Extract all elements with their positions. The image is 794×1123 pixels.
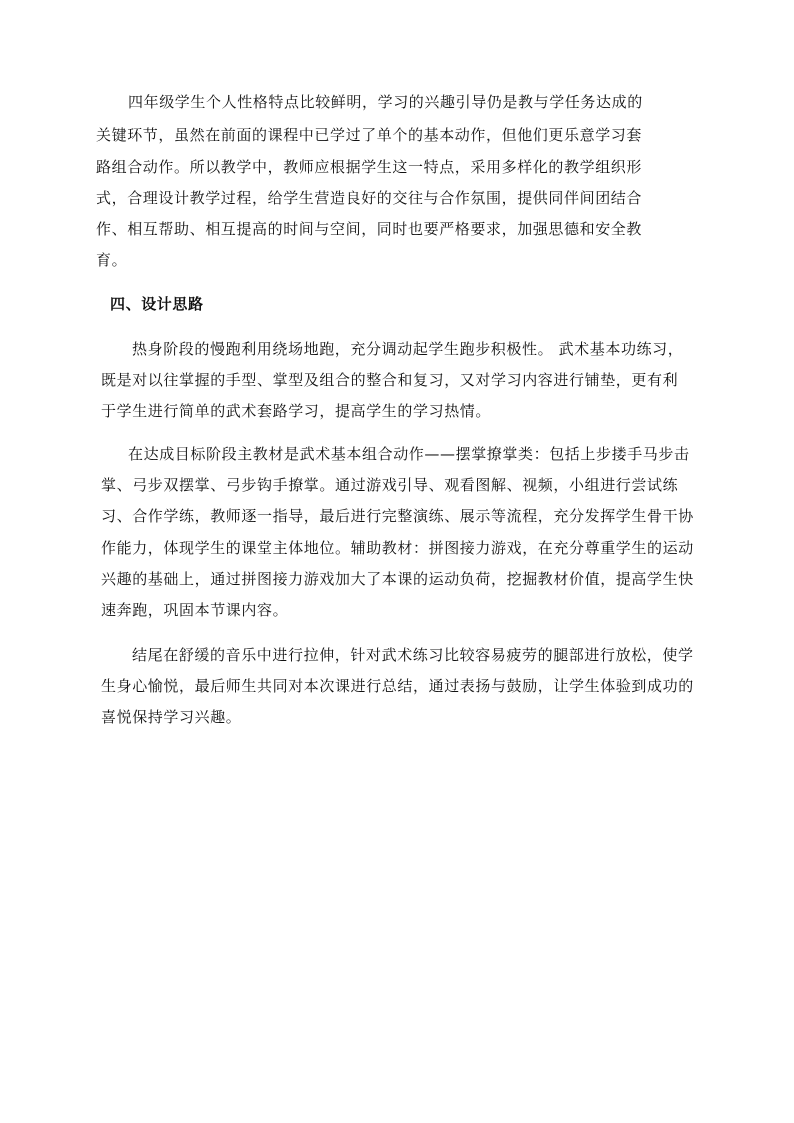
section-heading: 四、设计思路 <box>110 295 204 313</box>
text-line: 喜悦保持学习兴趣。 <box>101 708 242 726</box>
text-line: 作能力，体现学生的课堂主体地位。辅助教材：拼图接力游戏，在充分尊重学生的运动 <box>101 539 694 557</box>
text-line: 生身心愉悦，最后师生共同对本次课进行总结，通过表扬与鼓励，让学生体验到成功的 <box>101 677 694 695</box>
text-line: 热身阶段的慢跑利用绕场地跑，充分调动起学生跑步积极性。 武术基本功练习， <box>132 340 684 358</box>
text-line: 作、相互帮助、相互提高的时间与空间，同时也要严格要求，加强思德和安全教 <box>96 220 643 238</box>
text-line: 式，合理设计教学过程，给学生营造良好的交往与合作氛围，提供同伴间团结合 <box>96 189 643 207</box>
text-line: 结尾在舒缓的音乐中进行拉伸，针对武术练习比较容易疲劳的腿部进行放松，使学 <box>132 646 694 664</box>
text-line: 育。 <box>96 251 128 269</box>
text-line: 四年级学生个人性格特点比较鲜明，学习的兴趣引导仍是教与学任务达成的 <box>128 93 643 111</box>
text-line: 关键环节，虽然在前面的课程中已学过了单个的基本动作，但他们更乐意学习套 <box>96 126 643 144</box>
text-line: 掌、弓步双摆掌、弓步钩手撩掌。通过游戏引导、观看图解、视频，小组进行尝试练 <box>101 476 679 494</box>
text-line: 在达成目标阶段主教材是武术基本组合动作——摆掌撩掌类：包括上步搂手马步击 <box>128 445 690 463</box>
text-line: 路组合动作。所以教学中，教师应根据学生这一特点，采用多样化的教学组织形 <box>96 158 643 176</box>
text-line: 于学生进行简单的武术套路学习，提高学生的学习热情。 <box>101 402 492 420</box>
text-line: 习、合作学练，教师逐一指导，最后进行完整演练、展示等流程，充分发挥学生骨干协 <box>101 507 694 525</box>
text-line: 兴趣的基础上，通过拼图接力游戏加大了本课的运动负荷，挖掘教材价值，提高学生快 <box>101 570 694 588</box>
text-line: 既是对以往掌握的手型、掌型及组合的整合和复习，又对学习内容进行铺垫，更有利 <box>101 371 679 389</box>
text-line: 速奔跑，巩固本节课内容。 <box>101 601 289 619</box>
